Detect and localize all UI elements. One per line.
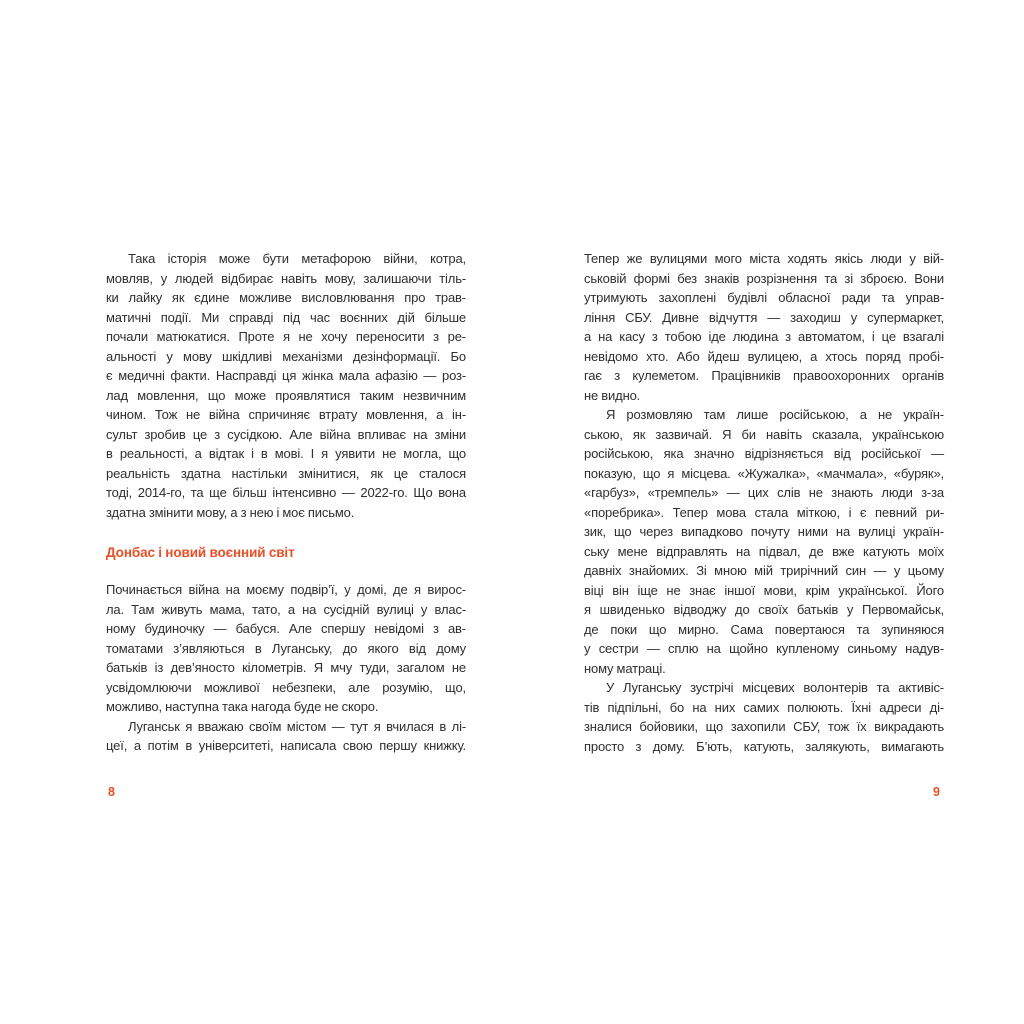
text-line: ськовій формі без знаків розрізнення та зі зброєю. Вони (584, 270, 944, 286)
page-number-left: 8 (108, 785, 115, 799)
paragraph (106, 580, 466, 717)
text-line: чином. Тож не війна спричиняє втрату мовлення, а ін- (106, 407, 466, 422)
paragraph (584, 678, 944, 756)
right-page-text-column (584, 249, 944, 756)
text-line: зик, що через випадково почуту ними на вулиці україн- (584, 524, 944, 539)
text-line: гає з кулеметом. Працівників правоохоронних органів (584, 368, 944, 383)
text-line: російською, яка значно відрізняється від російської — (584, 446, 944, 461)
text-line: томатами з’являються в Луганську, до якого від дому (106, 640, 466, 656)
text-line: мовляв, у людей відбирає навіть мову, залишаючи тіль- (106, 270, 466, 286)
text-line: невідомо хто. Або йдеш вулицею, а хтось поряд пробі- (584, 348, 944, 364)
text-line: матичні події. Ми справді під час воєнних дій більше (106, 309, 466, 325)
text-line: Луганськ я вважаю своїм містом — тут я вчилася в лі- (128, 718, 466, 734)
text-line: Тепер же вулицями мого міста ходять якісь люди у вій- (584, 251, 944, 266)
text-line: ки лайку як єдине можливе висловлювання про трав- (106, 290, 466, 305)
text-line: віці він іще не знає іншої мови, крім української. Його (584, 582, 944, 598)
text-line: не видно. (584, 387, 641, 403)
text-line: ла. Там живуть мама, тато, а на сусідній вулиці у влас- (106, 601, 466, 617)
text-line: давніх знайомих. Зі мною мій трирічний син — у цьому (584, 563, 944, 578)
text-line: зналися бойовики, що захопили СБУ, тож їх викрадають (584, 719, 944, 734)
text-line: реальність здатна настільки змінитися, як це сталося (106, 465, 466, 481)
paragraph (584, 405, 944, 678)
text-line: в реальності, а відтак і в мові. І я уявити не могла, що (106, 446, 466, 461)
text-line: «поребрика». Тепер мова стала міткою, і є певний ри- (584, 504, 944, 520)
text-line: почали матюкатися. Проте я не хочу переносити з ре- (106, 329, 466, 344)
section-heading: Донбас і новий воєнний світ (106, 545, 295, 560)
text-line: просто з дому. Б’ють, катують, залякують, вимагають (584, 738, 944, 754)
text-line: батьків із дев’яносто кілометрів. Я мчу туди, загалом не (106, 660, 466, 675)
left-page-text-column (106, 249, 466, 756)
text-line: здатна змінити мову, а з нею і моє письмо. (106, 504, 355, 520)
text-line: я швиденько відводжу до своїх батьків у Первомайськ, (584, 602, 944, 617)
text-line: а на касу з тобою іде людина з автоматом, і це взагалі (584, 329, 944, 344)
text-line: лад мовлення, що може проявлятися таким незвичним (106, 387, 466, 403)
text-line: можливо, наступна така нагода буде не скоро. (106, 699, 379, 714)
text-line: «гарбуз», «тремпель» — цих слів не знають люди з-за (584, 485, 944, 500)
text-line: У Луганську зустрічі місцевих волонтерів та активіс- (606, 680, 944, 695)
paragraph (584, 249, 944, 405)
text-line: тів підпільні, бо на них самих полюють. Їхні адреси ді- (584, 699, 944, 715)
text-line: Починається війна на моєму подвір’ї, у домі, де я вирос- (106, 582, 466, 597)
paragraph (106, 249, 466, 522)
text-line: ному матраці. (584, 660, 666, 676)
text-line: сульт зробив це з сусідкою. Але війна впливає на зміни (106, 426, 466, 442)
text-line: ською, як зазвичай. Я би навіть сказала, українською (584, 426, 944, 442)
text-line: Така історія може бути метафорою війни, котра, (128, 251, 466, 266)
text-line: тоді, 2014-го, та ще більш інтенсивно — 2022-го. Що вона (106, 485, 466, 500)
text-line: ління СБУ. Дивне відчуття — заходиш у супермаркет, (584, 309, 944, 325)
text-line: де поки що мирно. Сама повертаюся та зупиняюся (584, 621, 944, 637)
text-line: ному будиночку — бабуся. Але спершу невідомі з ав- (106, 621, 466, 636)
page-number-right: 9 (933, 785, 940, 799)
paragraph (106, 717, 466, 756)
text-line: показую, що я місцева. «Жужалка», «мачмала», «буряк», (584, 465, 944, 481)
text-line: ську мене відправлять на підвал, де вже катують моїх (584, 543, 944, 559)
text-line: у сестри — сплю на щойно купленому синьому надув- (584, 641, 944, 656)
text-line: альності у мову шкідливі механізми дезінформації. Бо (106, 348, 466, 364)
text-line: Я розмовляю там лише російською, а не україн- (606, 407, 944, 422)
text-line: цеї, а потім в університеті, написала свою першу книжку. (106, 738, 466, 753)
text-line: є медичні факти. Насправді ця жінка мала афазію — роз- (106, 368, 466, 383)
text-line: утримують захоплені будівлі обласної ради та управ- (584, 290, 944, 305)
text-line: усвідомлюючи можливої небезпеки, але розумію, що, (106, 679, 466, 695)
